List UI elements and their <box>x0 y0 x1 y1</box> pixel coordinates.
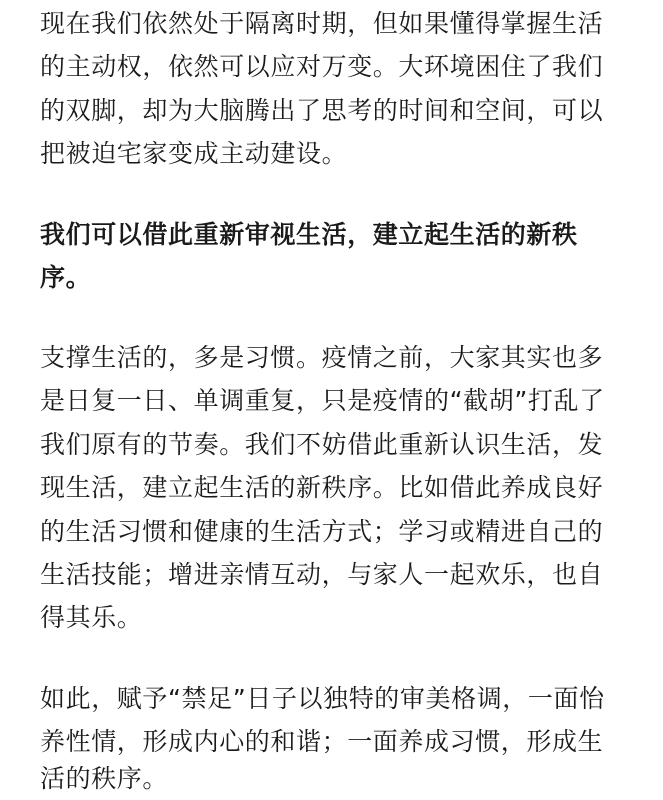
paragraph-line: 是日复一日、单调重复，只是疫情的“截胡”打乱了 <box>40 386 605 415</box>
paragraph-line: 活的秩序。 <box>40 764 169 793</box>
paragraph-line: 我们可以借此重新审视生活，建立起生活的新秩 <box>40 220 578 249</box>
paragraph-line: 的生活习惯和健康的生活方式；学习或精进自己的 <box>40 517 604 546</box>
paragraph-line: 如此，赋予“禁足”日子以独特的审美格调，一面怡 <box>40 684 605 713</box>
paragraph-line: 养性情，形成内心的和谐；一面养成习惯，形成生 <box>40 727 604 756</box>
paragraph-line: 的双脚，却为大脑腾出了思考的时间和空间，可以 <box>40 96 604 125</box>
paragraph-line: 的主动权，依然可以应对万变。大环境困住了我们 <box>40 52 604 81</box>
paragraph-line: 把被迫宅家变成主动建设。 <box>40 139 348 168</box>
paragraph-line: 现在我们依然处于隔离时期，但如果懂得掌握生活 <box>40 9 604 38</box>
paragraph-line: 支撑生活的，多是习惯。疫情之前，大家其实也多 <box>40 343 604 372</box>
paragraph-line: 我们原有的节奏。我们不妨借此重新认识生活，发 <box>40 430 604 459</box>
paragraph-line: 得其乐。 <box>40 603 143 632</box>
paragraph-line: 生活技能；增进亲情互动，与家人一起欢乐，也自 <box>40 560 604 589</box>
paragraph-line: 现生活，建立起生活的新秩序。比如借此养成良好 <box>40 473 604 502</box>
paragraph-line: 序。 <box>40 263 92 292</box>
